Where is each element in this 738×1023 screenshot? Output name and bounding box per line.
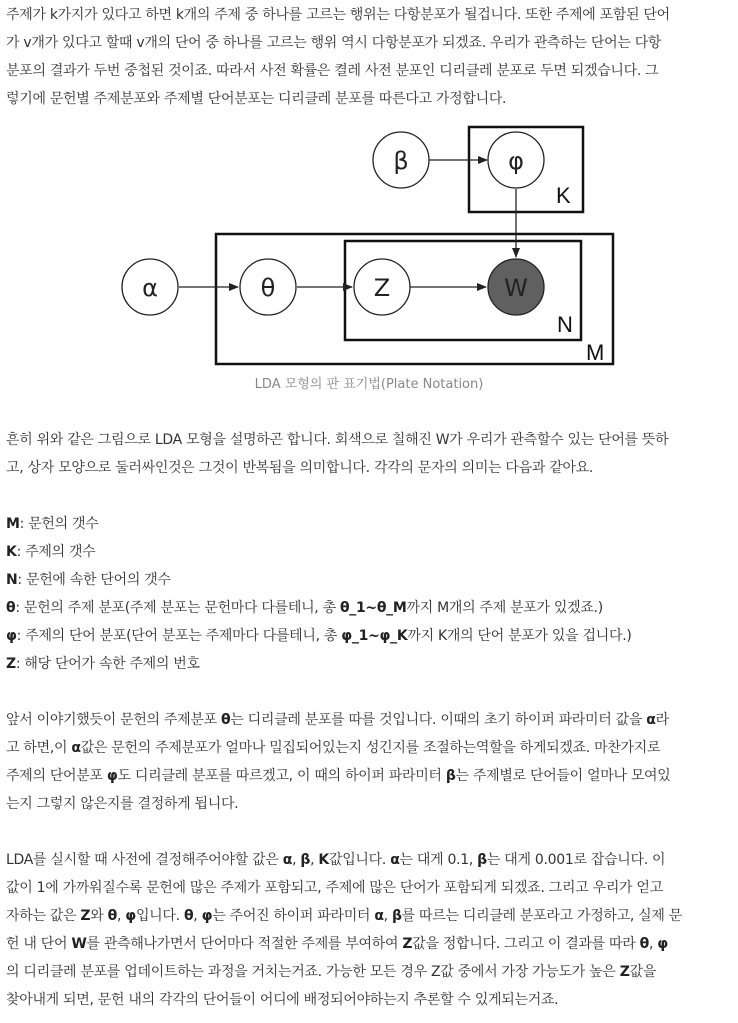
svg-text:Z: Z (373, 274, 391, 302)
intro-paragraph (6, 1, 732, 113)
intro-line: 분포의 결과가 두번 중첩된 것이죠. 따라서 사전 확률은 켤레 사전 분포인 디리클레 분포로 두면 되겠습니다. 그 (6, 63, 659, 79)
intro-line: 렇기에 문헌별 주제분포와 주제별 단어분포는 디리클레 분포를 따른다고 가정합니다. (6, 91, 507, 107)
plate-k-label: K (556, 183, 571, 208)
node-theta (240, 259, 296, 315)
definition-k: K: 주제의 갯수 (6, 544, 96, 560)
prior-line: 앞서 이야기했듯이 문헌의 주제분포 θ는 디리클레 분포를 따를 것입니다. 이때의 초기 하이퍼 파라미터 값을 α라 (6, 712, 669, 728)
svg-text:β: β (393, 147, 409, 175)
svg-text:α: α (142, 274, 158, 302)
node-z (354, 259, 410, 315)
hyper-line: LDA를 실시할 때 사전에 결정해주어야할 값은 α, β, K값입니다. α는 대게 0.1, β는 대게 0.001로 잡습니다. 이 (6, 852, 666, 868)
svg-text:φ: φ (508, 147, 524, 175)
hyper-line: 의 디리클레 분포를 업데이트하는 과정을 거치는거죠. 가능한 모든 경우 Z값 중에서 가장 가능도가 높은 Z값을 (6, 964, 657, 980)
svg-text:W: W (504, 274, 528, 302)
node-phi (488, 132, 544, 188)
definition-z: Z: 해당 단어가 속한 주제의 번호 (6, 656, 200, 672)
symbol-definition-list (6, 510, 732, 678)
plate-n-label: N (557, 312, 573, 337)
hyper-line: 헌 내 단어 W를 관측해나가면서 단어마다 적절한 주제를 부여하여 Z값을 정합니다. 그리고 이 결과를 따라 θ, φ (6, 936, 668, 952)
node-alpha (122, 259, 178, 315)
prior-line: 는지 그렇지 않은지를 결정하게 됩니다. (6, 796, 239, 812)
node-beta (373, 132, 429, 188)
intro-line: 가 v개가 있다고 할때 v개의 단어 중 하나를 고르는 행위 역시 다항분포가 되겠죠. 우리가 관측하는 단어는 다항 (6, 35, 662, 51)
hyper-line: 값이 1에 가까워질수록 문헌에 많은 주제가 포함되고, 주제에 많은 단어가 포함되게 되겠죠. 그리고 우리가 얻고 (6, 880, 663, 896)
explain-line: 흔히 위와 같은 그림으로 LDA 모형을 설명하곤 합니다. 회색으로 칠해진 W가 우리가 관측할수 있는 단어를 뜻하 (6, 432, 669, 448)
explain-paragraph (6, 426, 732, 482)
definition-phi: φ: 주제의 단어 분포(단어 분포는 주제마다 다를테니, 총 φ_1~φ_K까지 K개의 단어 분포가 있을 겁니다.) (6, 628, 632, 644)
explain-line: 고, 상자 모양으로 둘러싸인것은 그것이 반복됨을 의미합니다. 각각의 문자의 의미는 다음과 같아요. (6, 460, 594, 476)
lda-plate-diagram (0, 118, 738, 368)
plate-m-label: M (586, 340, 605, 365)
svg-text:θ: θ (260, 274, 276, 302)
hyper-line: 자하는 값은 Z와 θ, φ입니다. θ, φ는 주어진 하이퍼 파라미터 α, β를 따르는 디리클레 분포라고 가정하고, 실제 문 (6, 908, 682, 924)
prior-line: 고 하면,이 α값은 문헌의 주제분포가 얼마나 밀집되어있는지 성긴지를 조절하는역할을 하게되겠죠. 마찬가지로 (6, 740, 661, 756)
figure-caption: LDA 모형의 판 표기법(Plate Notation) (254, 377, 484, 392)
hyperparameter-paragraph (6, 846, 732, 1014)
definition-n: N: 문헌에 속한 단어의 갯수 (6, 572, 171, 588)
definition-theta: θ: 문헌의 주제 분포(주제 분포는 문헌마다 다를테니, 총 θ_1~θ_M까지 M개의 주제 분포가 있겠죠.) (6, 600, 603, 616)
intro-line: 주제가 k가지가 있다고 하면 k개의 주제 중 하나를 고르는 행위는 다항분포가 될겁니다. 또한 주제에 포함된 단어 (6, 7, 670, 23)
hyper-line: 찾아내게 되면, 문헌 내의 각각의 단어들이 어디에 배정되어야하는지 추론할 수 있게되는거죠. (6, 992, 559, 1008)
prior-line: 주제의 단어분포 φ도 디리클레 분포를 따르겠고, 이 때의 하이퍼 파라미터 β는 주제별로 단어들이 얼마나 모여있 (6, 768, 671, 784)
definition-m: M: 문헌의 갯수 (6, 516, 99, 532)
prior-paragraph (6, 706, 732, 818)
node-w-observed (488, 259, 544, 315)
